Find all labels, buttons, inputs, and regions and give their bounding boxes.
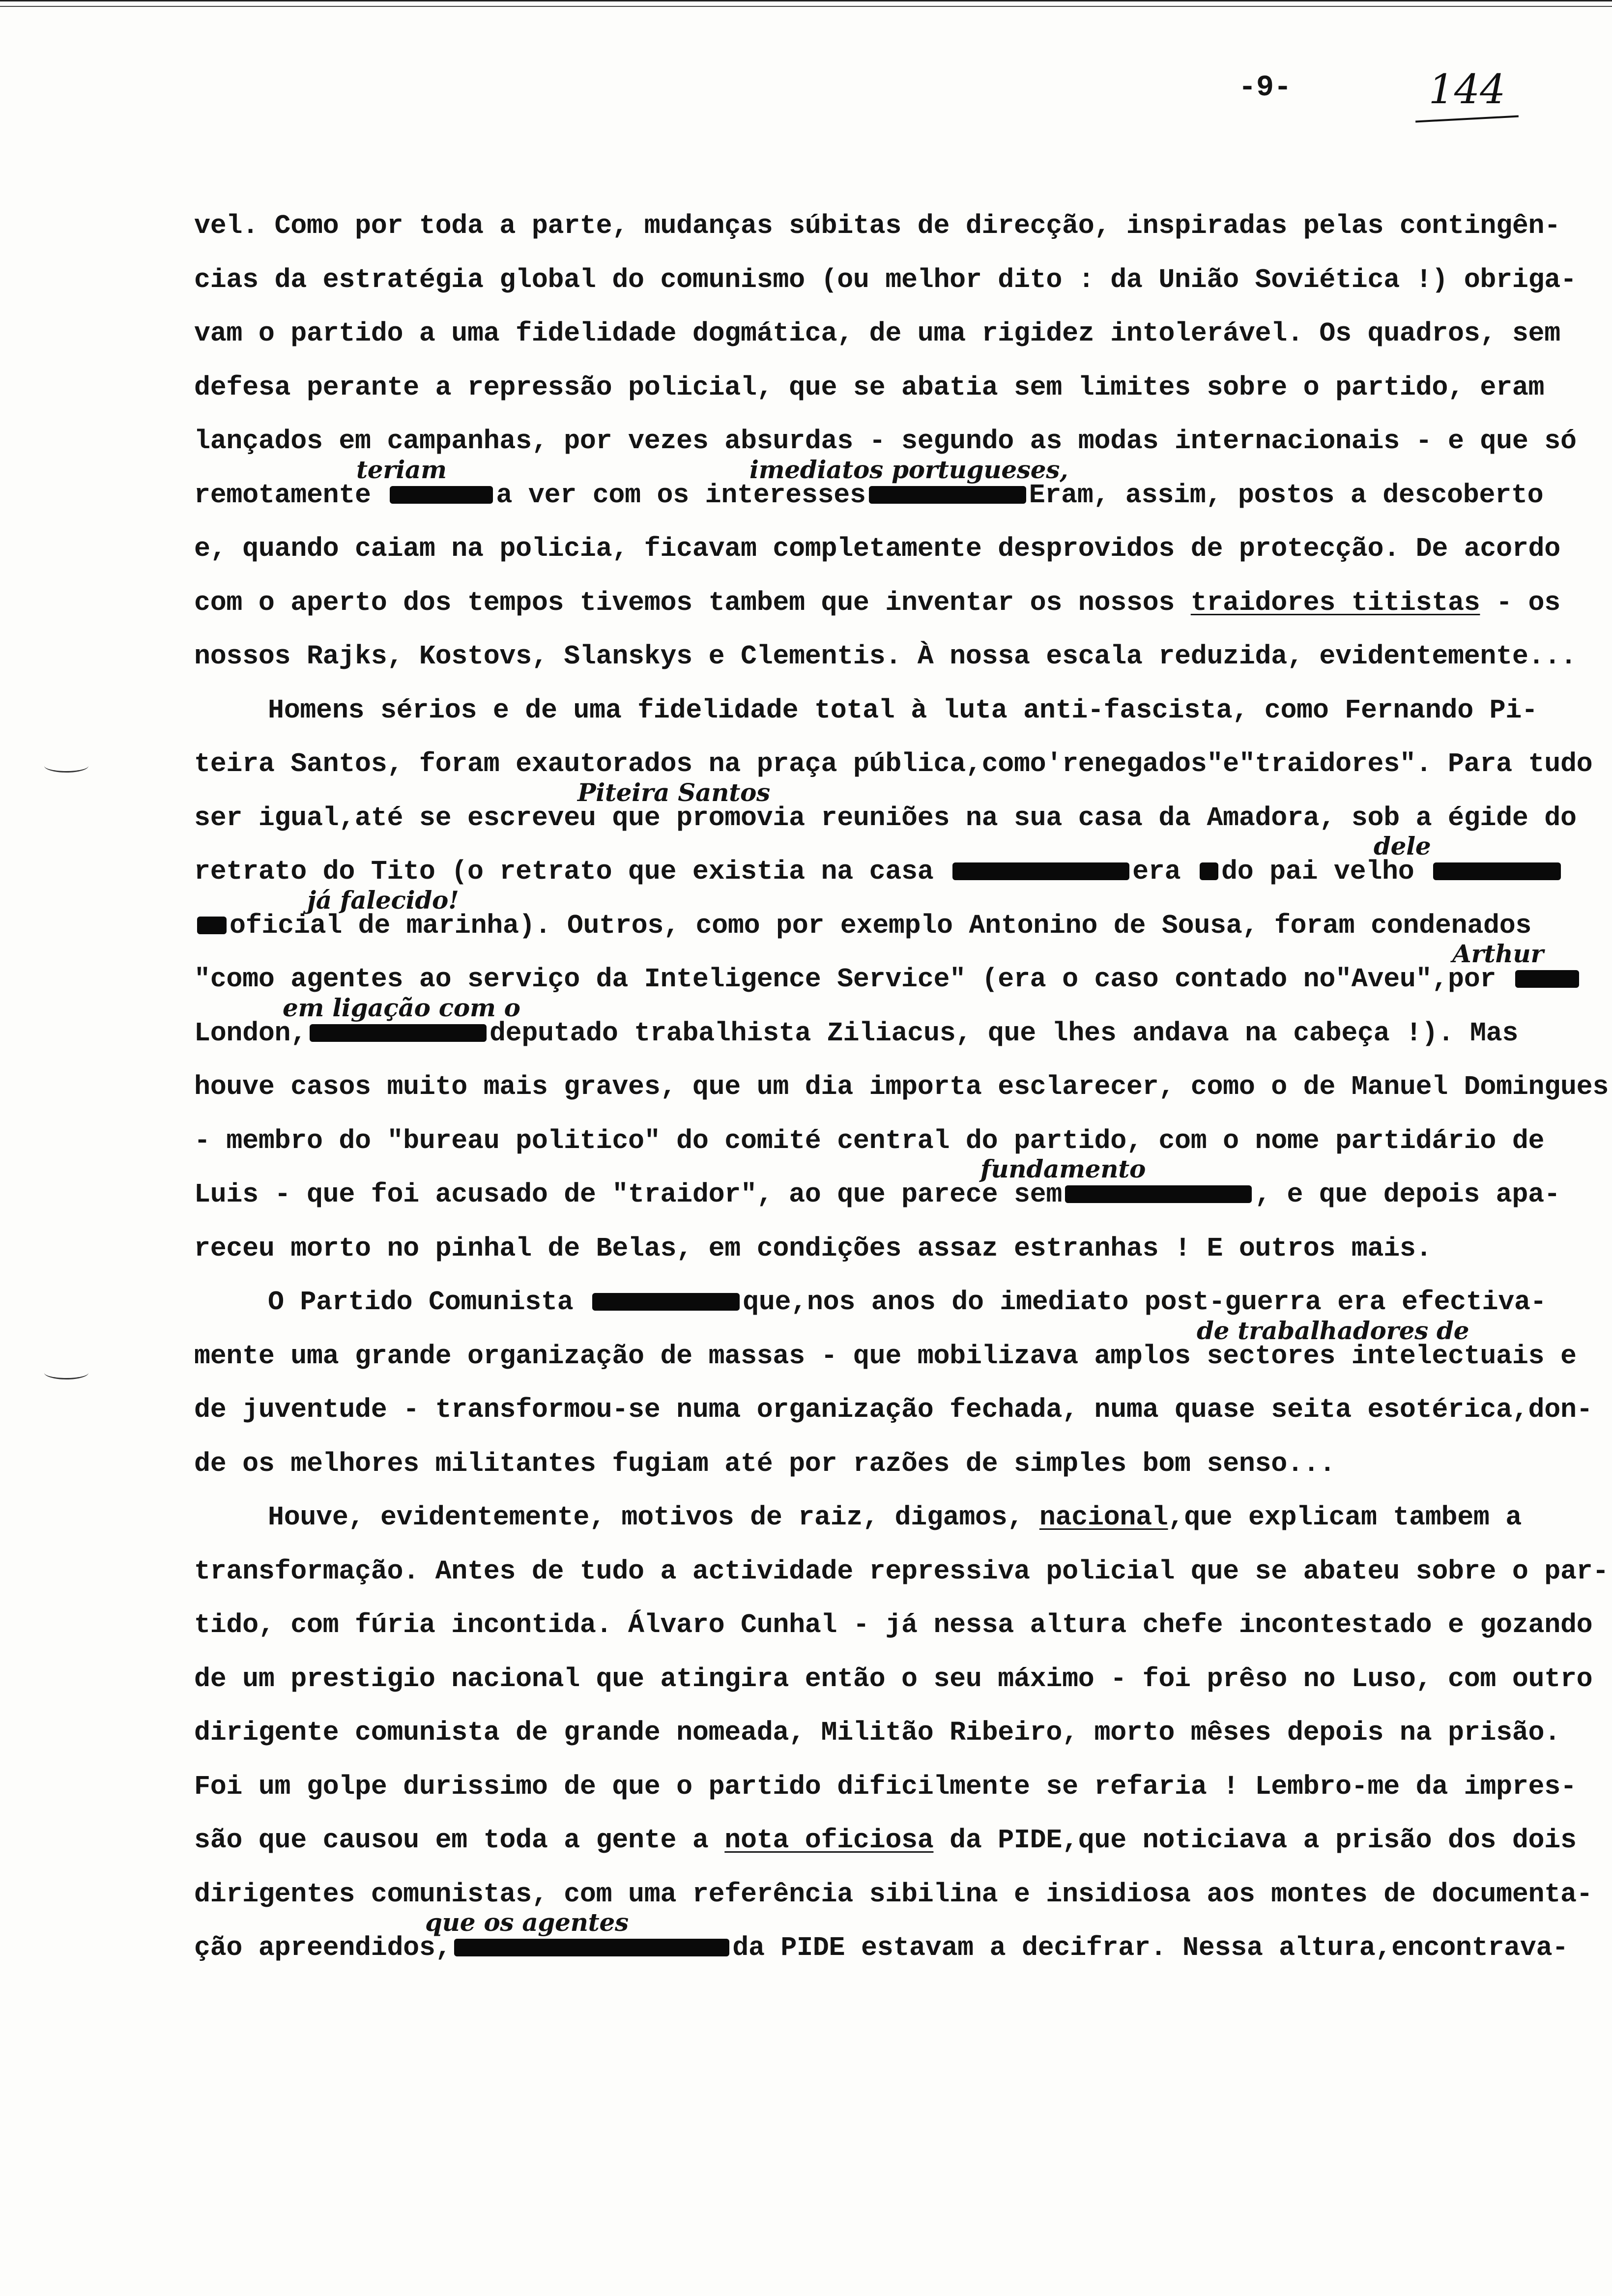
handwritten-annotation: de trabalhadores de <box>1197 1316 1469 1345</box>
text-line: lançados em campanhas, por vezes absurdas - segundo as modas internacionais - e que só <box>194 426 1577 457</box>
body-text <box>194 209 1609 1985</box>
page-number: -9- <box>1238 71 1292 105</box>
text-line: Foi um golpe durissimo de que o partido dificilmente se refaria ! Lembro-me da impres- <box>194 1771 1577 1802</box>
text-line: nossos Rajks, Kostovs, Slanskys e Clementis. À nossa escala reduzida, evidentemente... <box>194 641 1577 672</box>
text-line: são que causou em toda a gente a nota oficiosa da PIDE,que noticiava a prisão dos dois <box>194 1825 1577 1856</box>
text-line: Arthur "como agentes ao serviço da Inteligence Service" (era o caso contado no"Aveu",por <box>194 962 1521 1016</box>
text-line: fundamento Luis - que foi acusado de "traidor", ao que parece sem , e que depois apa- <box>194 1177 1521 1232</box>
handwritten-annotation: em ligação com o <box>283 993 520 1022</box>
text-line: - membro do "bureau politico" do comité central do partido, com o nome partidário de <box>194 1125 1545 1156</box>
handwritten-annotation: Arthur <box>1452 939 1544 968</box>
redaction-bar <box>952 862 1129 880</box>
redaction-bar <box>310 1024 487 1042</box>
redaction-bar <box>390 486 493 504</box>
redaction-bar <box>869 486 1026 504</box>
handwritten-annotation: Piteira Santos <box>577 777 770 807</box>
text-line: de juventude - transformou-se numa organização fechada, numa quase seita esotérica,don- <box>194 1394 1593 1425</box>
text-line: que os agentes ção apreendidos, da PIDE estavam a decifrar. Nessa altura,encontrava- <box>194 1931 1521 1985</box>
text-line: de trabalhadores de mente uma grande organização de massas - que mobilizava amplos sectores intelectuais e <box>194 1339 1521 1393</box>
handwritten-annotation: já falecido! <box>307 885 459 915</box>
text-line: de um prestigio nacional que atingira então o seu máximo - foi prêso no Luso, com outro <box>194 1663 1593 1694</box>
text-line: houve casos muito mais graves, que um dia importa esclarecer, como o de Manuel Domingues <box>194 1071 1609 1102</box>
text-line: cias da estratégia global do comunismo (ou melhor dito : da União Soviética !) obriga- <box>194 264 1577 295</box>
handwritten-annotation: dele <box>1374 832 1431 861</box>
text-line: com o aperto dos tempos tivemos tambem que inventar os nossos traidores titistas - os <box>194 587 1560 618</box>
text-line: vam o partido a uma fidelidade dogmática, de uma rigidez intolerável. Os quadros, sem <box>194 318 1560 349</box>
text-line: teriam imediatos portugueses, remotamente a ver com os interesses Eram, assim, postos a descoberto <box>194 478 1521 532</box>
top-rule <box>0 0 1612 7</box>
text-line: e, quando caiam na policia, ficavam completamente desprovidos de protecção. De acordo <box>194 533 1560 564</box>
redaction-bar <box>454 1939 729 1956</box>
redaction-bar <box>1065 1185 1252 1203</box>
redaction-bar <box>1515 970 1579 988</box>
redaction-bar <box>197 917 227 934</box>
text-line: vel. Como por toda a parte, mudanças súbitas de direcção, inspiradas pelas contingên- <box>194 210 1560 241</box>
text-line: defesa perante a repressão policial, que se abatia sem limites sobre o partido, eram <box>194 372 1545 403</box>
text-line: dirigente comunista de grande nomeada, Militão Ribeiro, morto mêses depois na prisão. <box>194 1717 1560 1748</box>
text-line: em ligação com o London, deputado trabalhista Ziliacus, que lhes andava na cabeça !). Mas <box>194 1016 1521 1070</box>
text-line: tido, com fúria incontida. Álvaro Cunhal - já nessa altura chefe incontestado e gozando <box>194 1609 1593 1640</box>
text-line: de os melhores militantes fugiam até por razões de simples bom senso... <box>194 1448 1336 1479</box>
text-line: dele retrato do Tito (o retrato que existia na casa era do pai velho <box>194 855 1521 909</box>
handwritten-annotation: que os agentes <box>425 1908 629 1937</box>
text-line: dirigentes comunistas, com uma referência sibilina e insidiosa aos montes de documenta- <box>194 1878 1593 1910</box>
text-line: Homens sérios e de uma fidelidade total à luta anti-fascista, como Fernando Pi- <box>268 694 1538 726</box>
redaction-bar <box>1200 862 1218 880</box>
text-line: Houve, evidentemente, motivos de raiz, digamos, nacional,que explicam tambem a <box>268 1502 1522 1533</box>
redaction-bar <box>592 1293 740 1311</box>
handwritten-annotation: imediatos portugueses, <box>749 455 1068 484</box>
handwritten-annotation: teriam <box>356 455 447 484</box>
redaction-bar <box>1433 862 1561 880</box>
handwritten-annotation: fundamento <box>980 1154 1146 1183</box>
text-line: já falecido! oficial de marinha). Outros, como por exemplo Antonino de Sousa, foram condenados <box>194 909 1521 963</box>
text-line: Piteira Santos ser igual,até se escreveu que promovia reuniões na sua casa da Amadora, sob a égide do <box>194 801 1521 855</box>
text-line: teira Santos, foram exautorados na praça pública,como'renegados"e"traidores". Para tudo <box>194 748 1593 779</box>
text-line: transformação. Antes de tudo a actividade repressiva policial que se abateu sobre o par- <box>194 1555 1609 1587</box>
text-line: receu morto no pinhal de Belas, em condições assaz estranhas ! E outros mais. <box>194 1233 1432 1264</box>
text-line: O Partido Comunista que,nos anos do imediato post-guerra era efectiva- <box>268 1287 1547 1318</box>
folio-number: 144 <box>1428 66 1506 113</box>
margin-mark <box>44 1366 88 1379</box>
margin-mark <box>44 759 88 773</box>
